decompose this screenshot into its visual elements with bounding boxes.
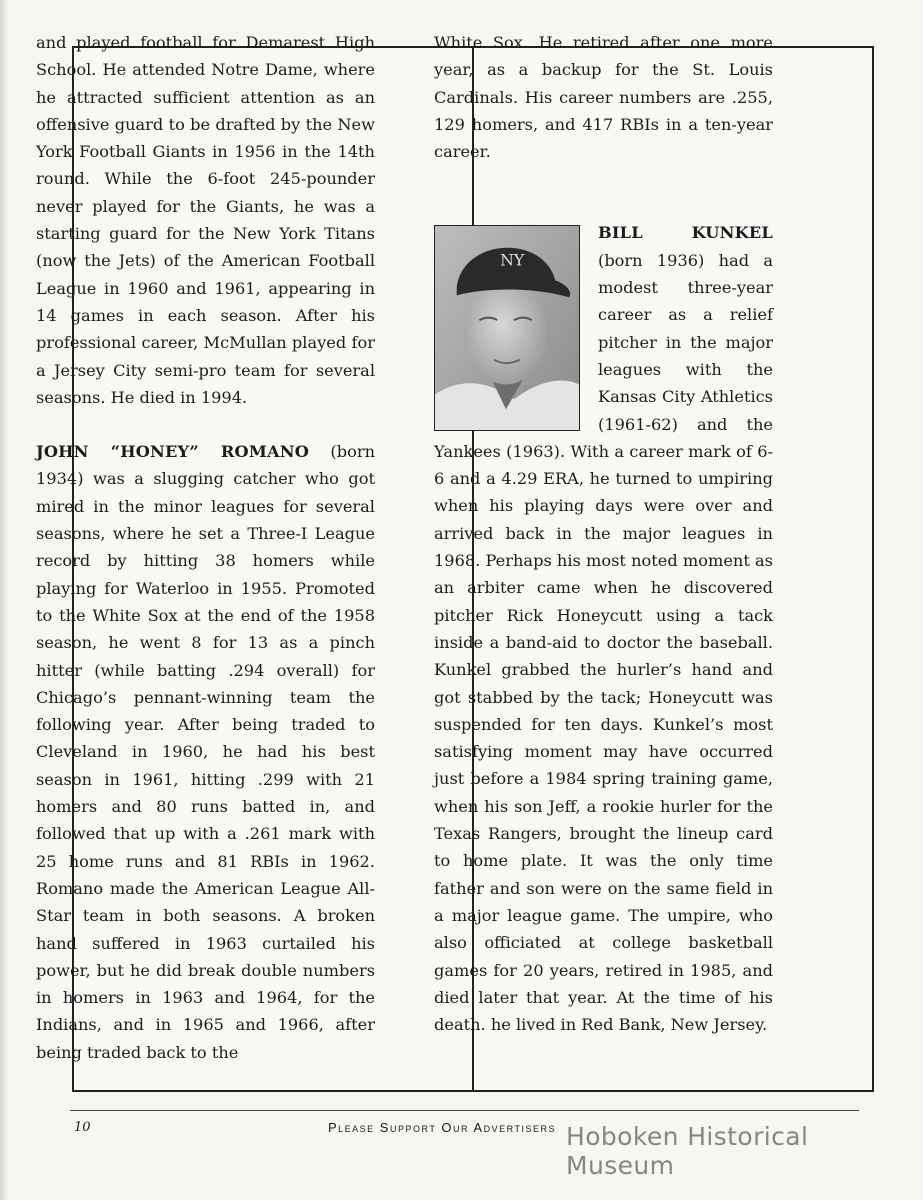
kunkel-text: (born 1936) had a modest three-year career as a relief pitcher in the major leagues with the Kansas City Athletics (1961-62) and the Yankees (1963). With a career mark of 6-6 and a 4.29 ERA, he turned to umpiring when his playing days were over and arrived back in the major leagues in 1968. Perhaps his most noted moment as an arbiter came when he discovered pitcher Rick Honeycutt using a tack inside a band-aid to doctor the baseball. Kunkel grabbed the hurler’s hand and got stabbed by the tack; Honeycutt was suspended for ten days. Kunkel’s most satisfying moment may have occurred just before a 1984 spring training game, when his son Jeff, a rookie hurler for the Texas Rangers, brought the lineup card to home plate. It was the only time father and son were on the same field in a major league game. The umpire, who also officiated at college basketball games for 20 years, retired in 1985, and died later that year. At the time of his death. he lived in Red Bank, New Jersey. xyxy=(434,250,773,1035)
watermark: Hoboken Historical Museum xyxy=(566,1122,809,1180)
footer-rule xyxy=(70,1110,859,1111)
page-number: 10 xyxy=(74,1120,91,1135)
mcmullan-paragraph: and played football for Demarest High School. He attended Notre Dame, where he attracted sufficient attention as an offensive guard to be drafted by the New York Football Giants in 1956 in the 14th round. While the 6-foot 245-pounder never played for the Giants, he was a starting guard for the New York Titans (now the Jets) of the American Football League in 1960 and 1961, appearing in 14 games in each season. After his professional career, McMullan played for a Jersey City semi-pro team for several seasons. He died in 1994. xyxy=(36,33,375,407)
page-edge-shadow xyxy=(0,0,10,1200)
kunkel-photo xyxy=(434,225,580,431)
romano-text: (born 1934) was a slugging catcher who got mired in the minor leagues for several seasons, where he set a Three-I League record by hitting 38 homers while playing for Waterloo in 1955. Promoted to the White Sox at the end of the 1958 season, he went 8 for 13 as a pinch hitter (while batting .294 overall) for Chicago’s pennant-winning team the following year. After being traded to Cleveland in 1960, he had his best season in 1961, hitting .299 with 21 homers and 80 runs batted in, and followed that up with a .261 mark with 25 home runs and 81 RBIs in 1962. Romano made the American League All-Star team in both seasons. A broken hand suffered in 1963 curtailed his power, but he did break double numbers in homers in 1963 and 1964, for the Indians, and in 1965 and 1966, after being traded back to the xyxy=(36,442,375,1062)
kunkel-name: BILL KUNKEL xyxy=(598,223,773,243)
kunkel-paragraph xyxy=(434,219,773,1038)
romano-name: JOHN “HONEY” ROMANO xyxy=(36,442,310,462)
romano-continued-paragraph: White Sox. He retired after one more year, as a backup for the St. Louis Cardinals. His career numbers are .255, 129 homers, and 417 RBIs in a ten-year career. xyxy=(434,33,773,162)
footer-text: Please Support Our Advertisers xyxy=(328,1120,556,1135)
right-column xyxy=(434,29,773,1038)
romano-paragraph xyxy=(36,438,375,1066)
svg-text:NY: NY xyxy=(500,251,525,271)
left-column xyxy=(36,29,375,1066)
